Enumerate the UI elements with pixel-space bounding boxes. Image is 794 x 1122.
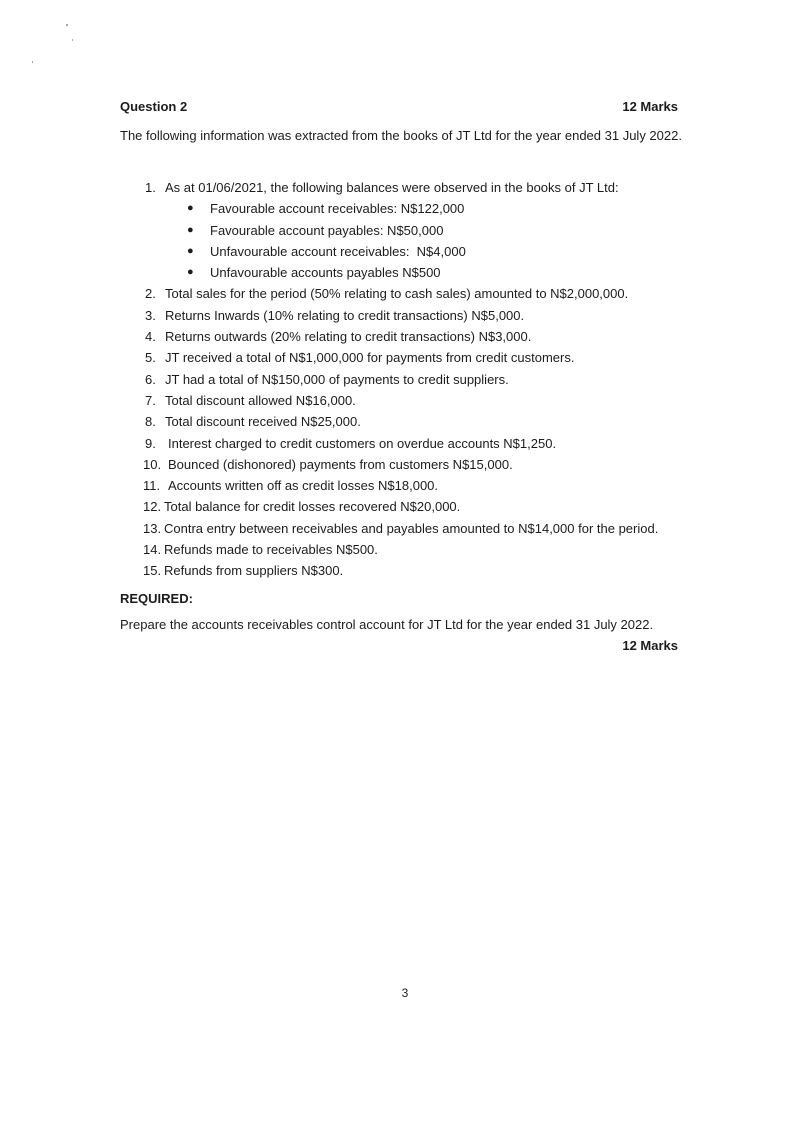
item-number: 14. (143, 542, 162, 558)
item-number: 15. (143, 563, 162, 579)
bullet-item (120, 198, 720, 219)
item-number: 7. (145, 392, 156, 408)
item-text: Bounced (dishonored) payments from customers N$15,000. (168, 456, 513, 472)
list-item (120, 454, 720, 475)
required-marks: 12 Marks (622, 638, 678, 653)
item-text: Returns Inwards (10% relating to credit transactions) N$5,000. (165, 307, 525, 323)
page-number: 3 (401, 986, 409, 1000)
list-item (120, 560, 720, 581)
bullet-icon: ● (187, 244, 194, 257)
item-number: 5. (145, 350, 156, 366)
item-text: Contra entry between receivables and payables amounted to N$14,000 for the period. (164, 520, 659, 536)
item-number: 6. (145, 371, 156, 387)
required-label: REQUIRED: (120, 591, 193, 606)
item-number: 3. (145, 307, 156, 323)
question-marks: 12 Marks (622, 99, 678, 114)
item-text: Total discount allowed N$16,000. (165, 392, 356, 408)
list-item (120, 305, 720, 326)
item-number: 10. (143, 456, 162, 472)
list-item (120, 518, 720, 539)
question-header (120, 97, 678, 117)
numbered-list (120, 177, 720, 582)
item-text: Refunds from suppliers N$300. (164, 563, 344, 579)
item-number: 1. (145, 180, 156, 195)
item-number: 13. (143, 520, 162, 536)
item-text: As at 01/06/2021, the following balances were observed in the books of JT Ltd: (165, 180, 619, 195)
question-title: Question 2 (120, 99, 188, 114)
item-text: Accounts written off as credit losses N$18,000. (168, 478, 439, 494)
list-item (120, 539, 720, 560)
list-item (120, 177, 720, 198)
item-number: 8. (145, 414, 156, 430)
list-item (120, 369, 720, 390)
bullet-text: Unfavourable accounts payables N$500 (210, 265, 441, 281)
item-number: 9. (145, 435, 156, 451)
required-text: Prepare the accounts receivables control account for JT Ltd for the year ended 31 July 2022. (120, 617, 654, 632)
item-number: 4. (145, 329, 156, 345)
list-item (120, 496, 720, 517)
list-item (120, 433, 720, 454)
scan-speck (32, 61, 33, 63)
item-number: 11. (143, 478, 161, 494)
item-number: 12. (143, 499, 162, 515)
bullet-item (120, 262, 720, 283)
list-item (120, 475, 720, 496)
bullet-item (120, 220, 720, 241)
item-text: Returns outwards (20% relating to credit transactions) N$3,000. (165, 329, 532, 345)
bullet-text: Favourable account receivables: N$122,000 (210, 201, 465, 217)
item-text: Total discount received N$25,000. (165, 414, 361, 430)
list-item (120, 390, 720, 411)
scan-speck (66, 24, 68, 26)
list-item (120, 326, 720, 347)
list-item (120, 283, 720, 304)
list-item (120, 411, 720, 432)
bullet-text: Unfavourable account receivables: N$4,000 (210, 243, 466, 259)
item-text: JT received a total of N$1,000,000 for payments from credit customers. (165, 350, 575, 366)
item-text: JT had a total of N$150,000 of payments to credit suppliers. (165, 371, 509, 387)
item-text: Refunds made to receivables N$500. (164, 542, 378, 558)
bullet-icon: ● (187, 266, 194, 279)
bullet-text: Favourable account payables: N$50,000 (210, 222, 444, 238)
bullet-icon: ● (187, 223, 194, 236)
bullet-icon: ● (187, 202, 194, 215)
item-text: Total sales for the period (50% relating to cash sales) amounted to N$2,000,000. (165, 286, 629, 302)
item-text: Total balance for credit losses recovered N$20,000. (164, 499, 461, 515)
scan-speck (72, 39, 73, 41)
list-item (120, 347, 720, 368)
intro-paragraph: The following information was extracted from the books of JT Ltd for the year ended 31 July 2022. (120, 128, 682, 143)
bullet-item (120, 241, 720, 262)
item-number: 2. (145, 286, 156, 302)
item-text: Interest charged to credit customers on overdue accounts N$1,250. (168, 435, 557, 451)
